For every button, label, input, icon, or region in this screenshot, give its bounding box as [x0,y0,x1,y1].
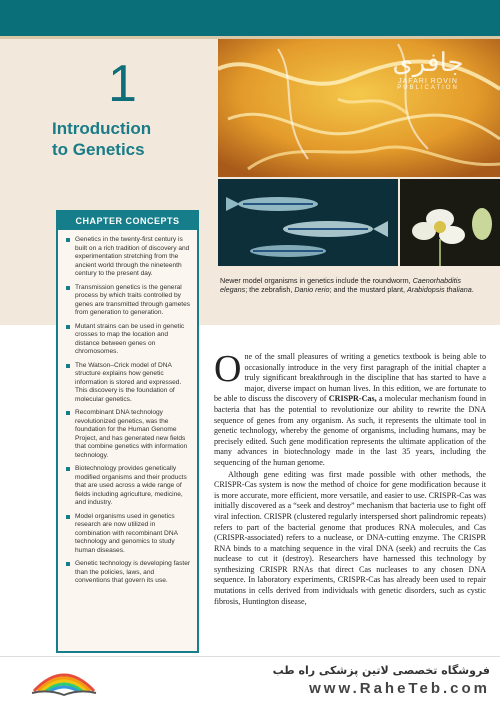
paragraph [214,348,486,469]
concept-text: Recombinant DNA technology revolutionized genetics, was the foundation for the Human Genome Project, and has generated new fields that combine genetics with information technology. [75,409,188,459]
caption-text: . [471,285,474,294]
concept-item [66,513,191,556]
concept-text: Genetics in the twenty-first century is built on a rich tradition of discovery and experimentation stretching from the ancient world through the nineteenth century to the present day. [75,236,190,277]
chapter-title [52,118,212,160]
concept-item [66,409,191,460]
concept-text: Genetic technology is developing faster than the policies, laws, and conventions that govern its use. [75,560,191,584]
concept-item [66,323,191,357]
zebrafish-photo [218,179,398,266]
paragraph-text: a molecular mechanism found in bacteria that has the potential to revolutionize our ability to rewrite the DNA sequence of genes from any organism. As such, it represents the ultimate tool in genetic technology, whereby the genome of organisms, including humans, may be precisely edited. Such gene modification represents the ultimate application of the many advances in biotechnology made in the last 35 years, including the sequencing of the human genome. [214,394,486,467]
figure-caption [220,276,482,294]
concept-text: Model organisms used in genetics research are now utilized in combination with recombinant DNA technology and genomics to study human diseases. [75,512,178,554]
store-url-link[interactable]: www.RaheTeb.com [309,680,490,697]
bullet-icon [66,364,70,368]
concept-text: The Watson–Crick model of DNA structure explains how genetic information is stored and expressed. This discovery is the foundation of molecular genetics. [75,361,182,403]
concept-text: Biotechnology provides genetically modified organisms and their products that are used across a wide range of fields including agriculture, medicine, and industry. [75,465,187,506]
drop-cap: O [214,348,242,390]
concept-item [66,362,191,405]
caption-text: ; the zebrafish, [245,285,295,294]
paragraph: Although gene editing was first made possible with other methods, the CRISPR-Cas system is now the method of choice for gene modification because it is more accurate, more efficient, more versatile, and easier to use. CRISPR-Cas was initially discovered as a “seek and destroy” mechanism that bacteria use to fight off viral infection. CRISPR (clustered regularly interspersed short palindromic repeats) refers to part of the bacterial genome that produces RNA molecules, and Cas (CRISPR-associated) refers to a nuclease, or DNA-cutting enzyme. The CRISPR RNA binds to a matching sequence in the viral DNA (seek) and recruits the Cas nuclease to cut it (destroy). Researchers have harnessed this technology by synthesizing CRISPR RNAs that direct Cas nucleases to any chosen DNA sequence. In laboratory experiments, CRISPR-Cas has already been used to repair mutations in cells derived from individuals with genetic disorders, such as cystic fibrosis, Huntington disease, [214,469,486,606]
watermark-line1: JAFARI ROVIN [398,78,458,85]
chapter-concepts-box [56,210,199,653]
bullet-icon [66,562,70,566]
bullet-icon [66,286,70,290]
concept-text: Mutant strains can be used in genetic crosses to map the location and distance between genes on chromosomes. [75,322,185,355]
caption-roundworm: Caenorhabditis elegans [220,276,461,294]
body-text [214,348,486,607]
chapter-concepts-heading: CHAPTER CONCEPTS [58,212,197,230]
watermark-line2: PUBLICATION [397,85,459,91]
concept-item [66,465,191,508]
caption-zebrafish: Danio rerio [294,285,330,294]
concepts-list [58,230,197,586]
store-name: فروشگاه تخصصی لاتین پزشکی راه طب [272,664,490,677]
bullet-icon [66,467,70,471]
bullet-icon [66,325,70,329]
header-bar [0,0,500,36]
concept-text: Transmission genetics is the general process by which traits controlled by genes are transmitted through gametes from generation to generation. [75,283,191,316]
footer-banner [0,656,500,701]
bullet-icon [66,238,70,242]
chapter-title-line2: to Genetics [52,140,145,159]
paragraph-text: ne of the small pleasures of writing a genetics textbook is being able to occasionally introduce in the very first paragraph of the initial chapter a truly significant breakthrough in the discipline that has started to have a major, diverse impact on human lives. In this edition, we are fortunate to be able to discuss the discovery of [214,352,486,404]
chapter-number: 1 [108,55,137,113]
caption-plant: Arabidopsis thaliana [407,285,472,294]
chapter-title-line1: Introduction [52,119,152,138]
watermark-logo: جافری [392,48,464,78]
caption-text: Newer model organisms in genetics include the roundworm, [220,276,413,285]
caption-text: ; and the mustard plant, [329,285,407,294]
publisher-watermark [378,48,478,91]
concept-item [66,560,191,586]
bold-term: CRISPR-Cas, [328,394,377,404]
bullet-icon [66,515,70,519]
concept-item [66,236,191,279]
rainbow-book-logo-icon [24,661,104,699]
bullet-icon [66,411,70,415]
arabidopsis-photo [400,179,500,266]
concept-item [66,284,191,318]
